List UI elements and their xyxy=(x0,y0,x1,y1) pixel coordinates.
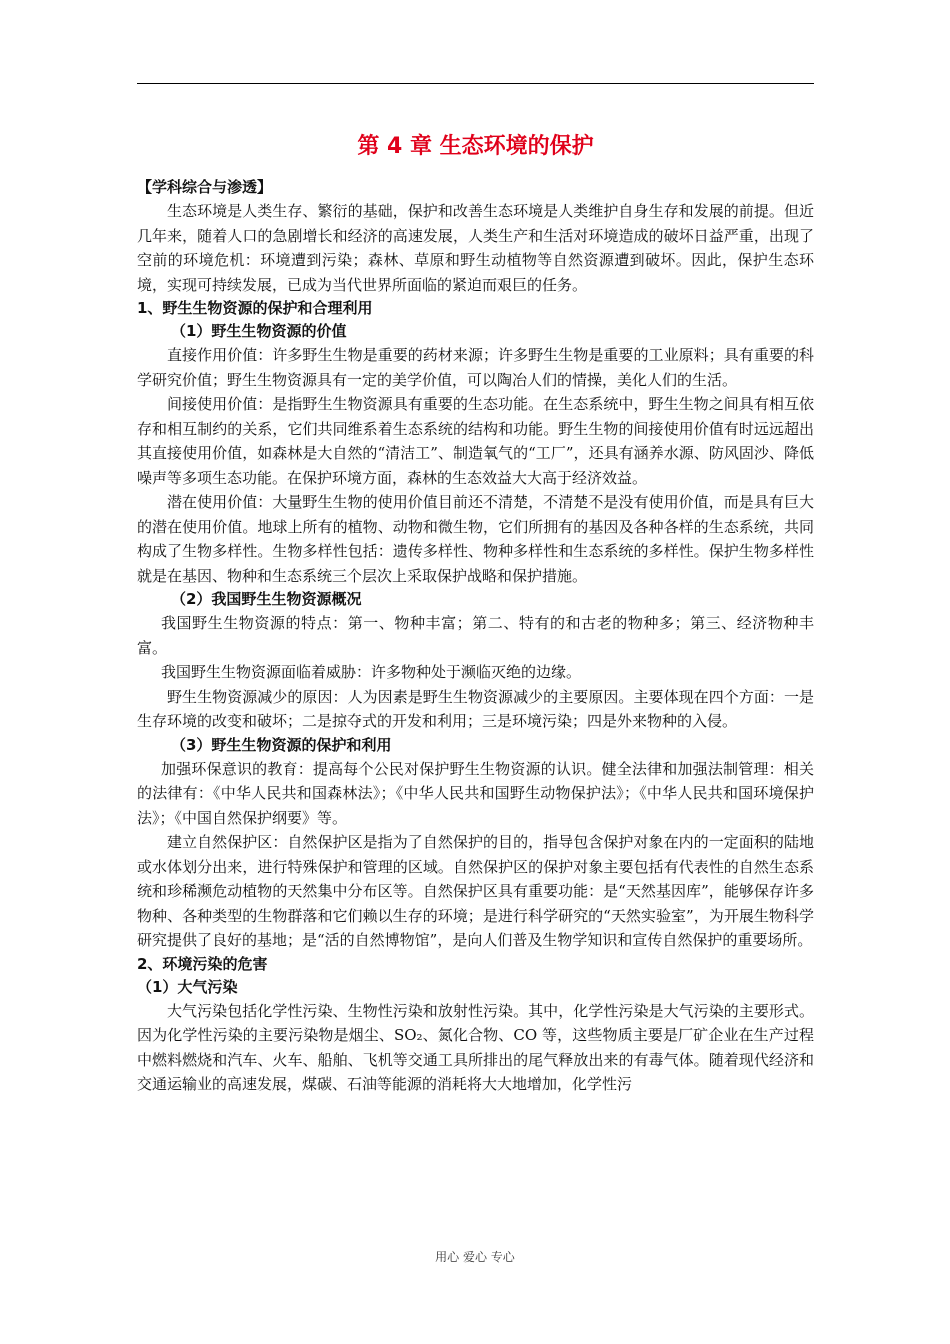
potential-value-paragraph: 潜在使用价值：大量野生生物的使用价值目前还不清楚，不清楚不是没有使用价值，而是具有巨大的潜在使用价值。地球上所有的植物、动物和微生物，它们所拥有的基因及各种各样的生态系统，共同构成了生物多样性。生物多样性包括：遗传多样性、物种多样性和生态系统的多样性。保护生物多样性就是在基因、物种和生态系统三个层次上采取保护战略和保护措施。 xyxy=(137,493,814,585)
section-1-2-heading: （2）我国野生生物资源概况 xyxy=(171,590,362,608)
page-title: 第 4 章 生态环境的保护 xyxy=(357,134,594,159)
section-1-heading: 1、野生生物资源的保护和合理利用 xyxy=(137,299,373,317)
decline-reason-paragraph: 野生生物资源减少的原因：人为因素是野生生物资源减少的主要原因。主要体现在四个方面：一是生存环境的改变和破坏；二是掠夺式的开发和利用；三是环境污染；四是外来物种的入侵。 xyxy=(137,687,814,730)
section-2-1-heading: （1）大气污染 xyxy=(137,977,238,996)
page-footer: 用心 爱心 专心 xyxy=(435,1250,515,1264)
intro-paragraph: 生态环境是人类生存、繁衍的基础，保护和改善生态环境是人类维护自身生存和发展的前提。但近几年来，随着人口的急剧增长和经济的高速发展，人类生产和生活对环境造成的破坏日益严重，出现了空前的环境危机：环境遭到污染；森林、草原和野生动植物等自然资源遭到破坏。因此，保护生态环境，实现可持续发展，已成为当代世界所面临的紧迫而艰巨的任务。 xyxy=(137,202,814,294)
reserve-paragraph: 建立自然保护区：自然保护区是指为了自然保护的目的，指导包含保护对象在内的一定面积的陆地或水体划分出来，进行特殊保护和管理的区域。自然保护区的保护对象主要包括有代表性的自然生态系统和珍稀濒危动植物的天然集中分布区等。自然保护区具有重要功能：是“天然基因库”，能够保存许多物种、各种类型的生物群落和它们赖以生存的环境；是进行科学研究的“天然实验室”，为开展生物科学研究提供了良好的基地；是“活的自然博物馆”，是向人们普及生物学知识和宣传自然保护的重要场所。 xyxy=(137,833,814,949)
education-law-paragraph: 加强环保意识的教育：提高每个公民对保护野生生物资源的认识。健全法律和加强法制管理：相关的法律有：《中华人民共和国森林法》；《中华人民共和国野生动物保护法》；《中华人民共和国环境保护法》；《中国自然保护纲要》等。 xyxy=(137,759,814,827)
air-pollution-paragraph: 大气污染包括化学性污染、生物性污染和放射性污染。其中，化学性污染是大气污染的主要形式。因为化学性污染的主要污染物是烟尘、SO₂、氮化合物、CO 等，这些物质主要是厂矿企业在生产过程中燃料燃烧和汽车、火车、船舶、飞机等交通工具所排出的尾气释放出来的有毒气体。随着现代经济和交通运输业的高速发展，煤碳、石油等能源的消耗将大大地增加，化学性污 xyxy=(137,1001,814,1093)
section-2-heading: 2、环境污染的危害 xyxy=(137,954,268,973)
section-1-3-heading: （3）野生生物资源的保护和利用 xyxy=(171,735,392,754)
header-rule xyxy=(137,83,814,84)
section-1-1-heading: （1）野生生物资源的价值 xyxy=(171,322,347,340)
direct-value-paragraph: 直接作用价值：许多野生生物是重要的药材来源；许多野生生物是重要的工业原料；具有重要的科学研究价值；野生生物资源具有一定的美学价值，可以陶冶人们的情操，美化人们的生活。 xyxy=(137,346,814,389)
china-features-paragraph: 我国野生生物资源的特点：第一、物种丰富；第二、特有的和古老的物种多；第三、经济物种丰富。 xyxy=(137,614,814,657)
china-threat-paragraph: 我国野生生物资源面临着威胁：许多物种处于濒临灭绝的边缘。 xyxy=(161,663,582,681)
indirect-value-paragraph: 间接使用价值：是指野生生物资源具有重要的生态功能。在生态系统中，野生生物之间具有相互依存和相互制约的关系，它们共同维系着生态系统的结构和功能。野生生物的间接使用价值有时远远超出其直接使用价值，如森林是大自然的“清洁工”、制造氧气的“工厂”，还具有涵养水源、防风固沙、降低噪声等多项生态功能。在保护环境方面，森林的生态效益大大高于经济效益。 xyxy=(137,395,814,487)
section-tag: 【学科综合与渗透】 xyxy=(137,178,273,196)
document-body xyxy=(137,132,814,1097)
